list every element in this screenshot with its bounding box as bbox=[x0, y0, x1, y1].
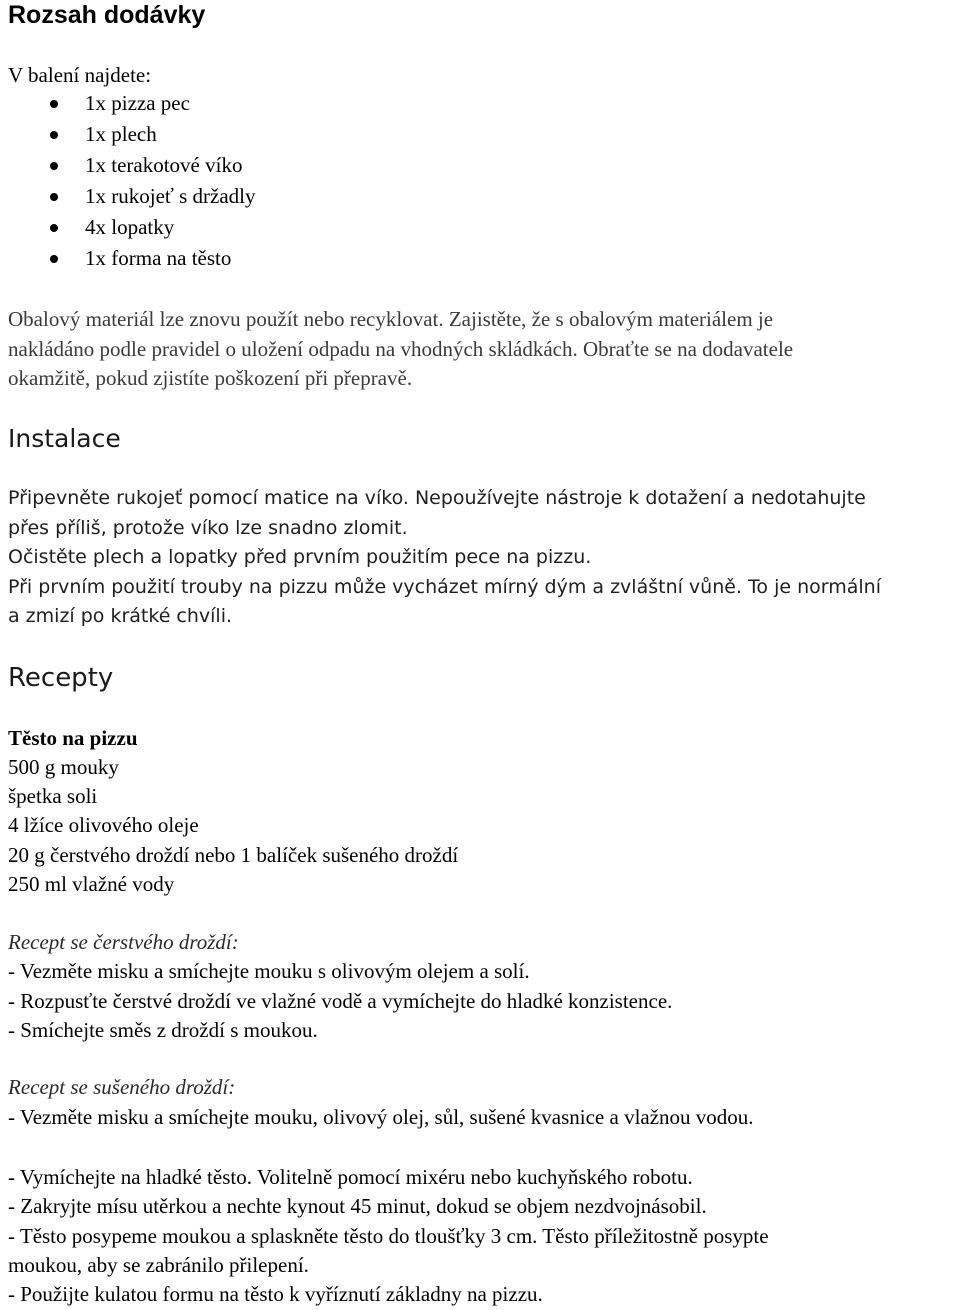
step-line: - Vezměte misku a smíchejte mouku, olivový olej, sůl, sušené kvasnice a vlažnou vodou. bbox=[8, 1105, 754, 1129]
list-item: 1x pizza pec bbox=[8, 88, 256, 119]
step-line: - Vymíchejte na hladké těsto. Volitelně pomocí mixéru nebo kuchyňského robotu. bbox=[8, 1165, 693, 1189]
list-item: 1x plech bbox=[8, 119, 256, 150]
dough-title: Těsto na pizzu bbox=[8, 726, 138, 750]
step-line: - Rozpusťte čerstvé droždí ve vlažné vodě a vymíchejte do hladké konzistence. bbox=[8, 988, 673, 1013]
final-steps bbox=[8, 1163, 956, 1309]
page-title: Rozsah dodávky bbox=[8, 1, 206, 29]
contents-list bbox=[8, 88, 256, 274]
text-line: nakládáno podle pravidel o uložení odpadu na vhodných skládkách. Obraťte se na dodavatele bbox=[8, 336, 794, 361]
text-line: okamžitě, pokud zjistíte poškození při přepravě. bbox=[8, 366, 413, 390]
fresh-yeast-steps bbox=[8, 957, 956, 1046]
text-line: Očistěte plech a lopatky před prvním použitím pece na pizzu. bbox=[8, 546, 592, 568]
step-line: - Vezměte misku a smíchejte mouku s olivovým olejem a solí. bbox=[8, 959, 530, 983]
intro-text: V balení najdete: bbox=[8, 63, 152, 87]
ingredient-item: 4 lžíce olivového oleje bbox=[8, 813, 199, 838]
section-title-recipes: Recepty bbox=[8, 663, 114, 693]
installation-paragraph bbox=[8, 484, 956, 632]
ingredients-list bbox=[8, 753, 956, 899]
text-line: Připevněte rukojeť pomocí matice na víko. Nepoužívejte nástroje k dotažení a nedotahujte bbox=[8, 487, 866, 509]
step-line: - Použijte kulatou formu na těsto k vyříznutí základny na pizzu. bbox=[8, 1282, 543, 1307]
list-item: 1x forma na těsto bbox=[8, 243, 256, 274]
text-line: Při prvním použití trouby na pizzu může vycházet mírný dým a zvláštní vůně. To je normální bbox=[8, 575, 881, 598]
text-line: přes příliš, protože víko lze snadno zlomit. bbox=[8, 516, 408, 539]
text-line: Obalový materiál lze znovu použít nebo recyklovat. Zajistěte, že s obalovým materiálem je bbox=[8, 307, 774, 331]
list-item: 4x lopatky bbox=[8, 212, 256, 243]
list-item: 1x terakotové víko bbox=[8, 150, 256, 181]
step-line: - Smíchejte směs z droždí s moukou. bbox=[8, 1018, 318, 1042]
step-line: - Těsto posypeme moukou a splaskněte těsto do tloušťky 3 cm. Těsto příležitostně posypte bbox=[8, 1223, 769, 1248]
step-line: - Zakryjte mísu utěrkou a nechte kynout 45 minut, dokud se objem nezdvojnásobil. bbox=[8, 1194, 707, 1219]
dried-yeast-steps bbox=[8, 1103, 956, 1133]
section-title-installation: Instalace bbox=[8, 424, 121, 453]
ingredient-item: 500 g mouky bbox=[8, 755, 119, 779]
text-line: a zmizí po krátké chvíli. bbox=[8, 605, 233, 627]
ingredient-item: 20 g čerstvého droždí nebo 1 balíček sušeného droždí bbox=[8, 842, 459, 867]
step-line: moukou, aby se zabránilo přilepení. bbox=[8, 1252, 309, 1277]
ingredient-item: špetka soli bbox=[8, 784, 98, 809]
fresh-yeast-title: Recept se čerstvého droždí: bbox=[8, 930, 239, 954]
list-item: 1x rukojeť s držadly bbox=[8, 181, 256, 212]
packaging-paragraph bbox=[8, 305, 956, 394]
dried-yeast-title: Recept se sušeného droždí: bbox=[8, 1075, 236, 1099]
ingredient-item: 250 ml vlažné vody bbox=[8, 871, 175, 896]
